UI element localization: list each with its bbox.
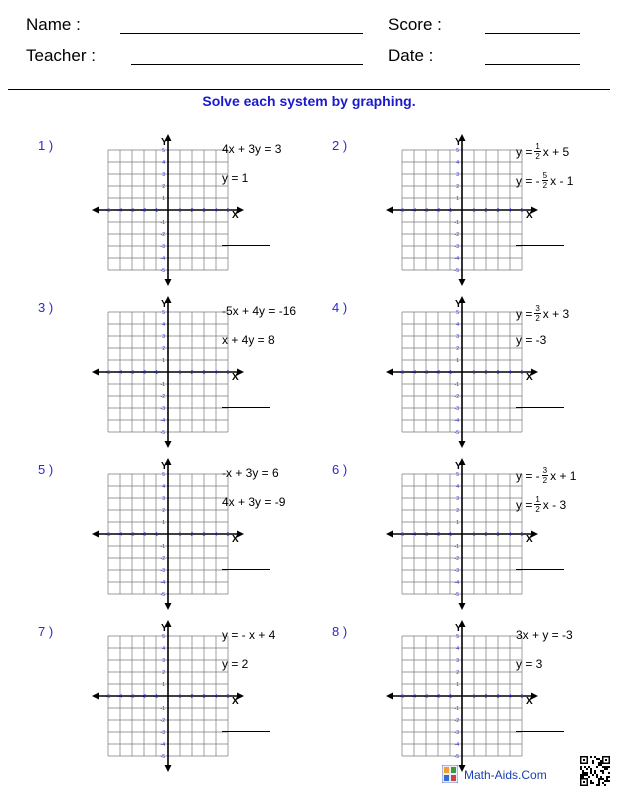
y-tick-label: -3 [160, 730, 165, 736]
fraction-denominator: 2 [535, 314, 540, 323]
x-tick-label: 5 [226, 694, 230, 700]
y-tick-label: -2 [160, 556, 165, 562]
x-axis-left-arrow [92, 207, 99, 214]
x-tick-label: 2 [484, 208, 488, 214]
y-tick-label: -3 [454, 730, 459, 736]
x-tick-label: -1 [447, 694, 453, 700]
equation-text: -5x + 4y = -16 [222, 304, 297, 318]
x-axis-left-arrow [386, 693, 393, 700]
x-axis-label: X [232, 210, 239, 221]
y-axis-label: Y [455, 137, 462, 148]
date-field-line[interactable] [485, 64, 580, 65]
fraction [542, 171, 548, 190]
y-tick-label: -5 [160, 754, 165, 760]
equation-1 [516, 466, 576, 485]
x-tick-label: -3 [129, 370, 135, 376]
x-tick-label: -1 [153, 208, 159, 214]
y-tick-label: -3 [454, 406, 459, 412]
y-tick-label: -1 [160, 544, 165, 550]
fraction-numerator: 3 [542, 466, 548, 475]
x-tick-label: 2 [484, 694, 488, 700]
y-tick-label: -4 [160, 418, 165, 424]
problem-4 [332, 299, 618, 466]
fraction-numerator: 3 [535, 304, 540, 313]
y-axis-bottom-arrow [459, 603, 466, 610]
answer-line[interactable] [516, 407, 564, 408]
problem-number: 4 ) [332, 300, 348, 315]
score-label: Score : [388, 15, 442, 34]
x-tick-label: 3 [496, 694, 500, 700]
y-tick-label: -3 [454, 568, 459, 574]
x-tick-label: -3 [423, 532, 429, 538]
x-tick-label: -1 [153, 694, 159, 700]
y-tick-label: -4 [454, 418, 459, 424]
y-tick-label: 3 [456, 172, 459, 178]
y-tick-label: -4 [160, 742, 165, 748]
fraction [534, 304, 540, 323]
y-axis-bottom-arrow [165, 279, 172, 286]
x-tick-label: 3 [202, 532, 206, 538]
x-tick-label: -3 [423, 694, 429, 700]
y-tick-label: -5 [160, 592, 165, 598]
x-axis-left-arrow [386, 531, 393, 538]
x-axis-label: X [526, 696, 533, 707]
x-tick-label: 5 [226, 370, 230, 376]
equation-text: y = 3 [516, 657, 543, 671]
x-tick-label: 5 [520, 532, 524, 538]
x-tick-label: 2 [190, 208, 194, 214]
y-tick-label: 1 [456, 682, 459, 688]
problem-number: 5 ) [38, 462, 54, 477]
x-tick-label: -2 [141, 208, 147, 214]
x-tick-label: -2 [435, 370, 441, 376]
teacher-field-line[interactable] [131, 64, 363, 65]
answer-line[interactable] [222, 569, 270, 570]
y-tick-label: 4 [456, 160, 459, 166]
x-tick-label: -2 [141, 694, 147, 700]
equation-text: x + 3 [542, 306, 570, 321]
y-tick-label: 3 [162, 172, 165, 178]
x-tick-label: -3 [129, 694, 135, 700]
x-axis-left-arrow [92, 531, 99, 538]
x-axis-left-arrow [92, 369, 99, 376]
x-tick-label: 3 [496, 532, 500, 538]
y-axis-label: Y [161, 461, 168, 472]
score-field-line[interactable] [485, 33, 580, 34]
answer-line[interactable] [222, 407, 270, 408]
problem-number: 2 ) [332, 138, 348, 153]
y-tick-label: -5 [454, 430, 459, 436]
x-tick-label: -4 [411, 208, 417, 214]
x-tick-label: -5 [399, 532, 405, 538]
x-tick-label: 3 [202, 370, 206, 376]
y-tick-label: 4 [456, 646, 459, 652]
equation-text: y = - [516, 173, 540, 188]
x-tick-label: -3 [129, 532, 135, 538]
y-tick-label: 3 [456, 658, 459, 664]
x-tick-label: 4 [214, 370, 218, 376]
x-axis-label: X [526, 534, 533, 545]
x-tick-label: -3 [129, 208, 135, 214]
problem-5 [38, 461, 338, 628]
y-tick-label: -2 [160, 718, 165, 724]
x-tick-label: 4 [214, 532, 218, 538]
x-axis-left-arrow [386, 369, 393, 376]
fraction [542, 466, 548, 485]
y-tick-label: -3 [454, 244, 459, 250]
y-axis-bottom-arrow [165, 765, 172, 772]
x-tick-label: 5 [226, 208, 230, 214]
y-tick-label: 5 [456, 634, 459, 640]
y-tick-label: 5 [162, 634, 165, 640]
x-axis-left-arrow [386, 207, 393, 214]
x-tick-label: -4 [411, 370, 417, 376]
x-axis-label: X [232, 372, 239, 383]
fraction-denominator: 2 [535, 152, 540, 161]
y-tick-label: 4 [162, 160, 165, 166]
equation-text: y = -3 [516, 333, 547, 347]
x-tick-label: 1 [472, 694, 476, 700]
x-tick-label: -2 [141, 532, 147, 538]
x-tick-label: 4 [508, 208, 512, 214]
x-tick-label: -2 [435, 208, 441, 214]
equation-text: x - 3 [542, 497, 567, 512]
x-tick-label: -5 [399, 694, 405, 700]
equation-text: x + 4y = 8 [222, 333, 275, 347]
x-tick-label: 1 [472, 370, 476, 376]
y-axis-label: Y [161, 299, 168, 310]
date-label: Date : [388, 46, 434, 65]
header-divider [8, 89, 610, 90]
worksheet-title: Solve each system by graphing. [202, 93, 416, 109]
y-tick-label: -2 [454, 556, 459, 562]
equation-2 [222, 171, 248, 185]
y-tick-label: 2 [456, 508, 459, 514]
y-tick-label: -4 [454, 256, 459, 262]
x-tick-label: 2 [484, 370, 488, 376]
y-tick-label: -5 [454, 592, 459, 598]
x-tick-label: 1 [178, 208, 182, 214]
x-tick-label: -3 [423, 208, 429, 214]
x-axis-left-arrow [92, 693, 99, 700]
x-tick-label: -4 [411, 532, 417, 538]
x-tick-label: -2 [435, 694, 441, 700]
y-tick-label: -1 [160, 382, 165, 388]
fraction-denominator: 2 [535, 505, 540, 514]
y-axis-bottom-arrow [459, 441, 466, 448]
y-tick-label: 4 [456, 484, 459, 490]
x-tick-label: 3 [202, 208, 206, 214]
x-tick-label: -4 [411, 694, 417, 700]
y-tick-label: 2 [162, 670, 165, 676]
fraction-numerator: 5 [542, 171, 548, 180]
x-tick-label: 5 [226, 532, 230, 538]
y-tick-label: -1 [454, 706, 459, 712]
y-axis-label: Y [455, 299, 462, 310]
site-link[interactable]: Math-Aids.Com [464, 768, 547, 782]
y-tick-label: 1 [456, 196, 459, 202]
equation-1 [222, 304, 296, 318]
equation-text: y = [516, 306, 533, 321]
x-tick-label: 4 [508, 370, 512, 376]
y-tick-label: -3 [160, 244, 165, 250]
equation-text: y = [516, 144, 533, 159]
x-tick-label: -4 [117, 694, 123, 700]
y-tick-label: -2 [160, 232, 165, 238]
x-tick-label: 3 [496, 370, 500, 376]
y-tick-label: -3 [160, 406, 165, 412]
x-axis-label: X [232, 534, 239, 545]
x-tick-label: 2 [484, 532, 488, 538]
y-tick-label: -1 [454, 382, 459, 388]
equation-2 [222, 657, 248, 671]
y-tick-label: -5 [454, 268, 459, 274]
x-tick-label: 4 [508, 532, 512, 538]
x-tick-label: -1 [447, 208, 453, 214]
x-tick-label: -1 [153, 532, 159, 538]
x-tick-label: -1 [447, 532, 453, 538]
equation-text: -x + 3y = 6 [222, 466, 279, 480]
y-axis-bottom-arrow [459, 279, 466, 286]
x-tick-label: 2 [190, 694, 194, 700]
x-tick-label: -5 [105, 694, 111, 700]
equation-1 [516, 142, 569, 161]
problem-number: 1 ) [38, 138, 54, 153]
y-tick-label: -5 [454, 754, 459, 760]
answer-line[interactable] [516, 731, 564, 732]
y-axis-label: Y [161, 137, 168, 148]
problem-1 [38, 137, 338, 304]
answer-line[interactable] [516, 245, 564, 246]
equation-1 [222, 466, 279, 480]
x-tick-label: -5 [105, 208, 111, 214]
x-tick-label: -5 [105, 532, 111, 538]
y-tick-label: 5 [162, 148, 165, 154]
y-tick-label: -1 [454, 544, 459, 550]
y-tick-label: 4 [162, 646, 165, 652]
answer-line[interactable] [222, 245, 270, 246]
problem-number: 3 ) [38, 300, 54, 315]
equation-text: x + 5 [542, 144, 570, 159]
y-tick-label: 2 [162, 184, 165, 190]
answer-line[interactable] [516, 569, 564, 570]
x-tick-label: 1 [178, 532, 182, 538]
y-tick-label: -2 [454, 718, 459, 724]
y-tick-label: 2 [456, 184, 459, 190]
x-tick-label: -5 [399, 370, 405, 376]
problem-8 [332, 623, 618, 790]
x-tick-label: 3 [496, 208, 500, 214]
equation-2 [516, 333, 546, 347]
y-tick-label: -3 [160, 568, 165, 574]
problem-7 [38, 623, 338, 790]
y-tick-label: -1 [160, 220, 165, 226]
answer-line[interactable] [222, 731, 270, 732]
y-tick-label: 3 [162, 496, 165, 502]
y-tick-label: 3 [162, 334, 165, 340]
equation-text: y = - [516, 468, 540, 483]
x-tick-label: -3 [423, 370, 429, 376]
y-tick-label: 5 [456, 472, 459, 478]
x-tick-label: 3 [202, 694, 206, 700]
y-tick-label: 3 [456, 496, 459, 502]
equation-text: 4x + 3y = 3 [222, 142, 282, 156]
equation-2 [222, 333, 275, 347]
y-tick-label: 4 [162, 484, 165, 490]
x-tick-label: 1 [178, 370, 182, 376]
x-tick-label: 4 [214, 694, 218, 700]
y-tick-label: -1 [454, 220, 459, 226]
y-tick-label: -1 [160, 706, 165, 712]
x-tick-label: -4 [117, 532, 123, 538]
y-tick-label: 4 [456, 322, 459, 328]
y-tick-label: -2 [160, 394, 165, 400]
y-tick-label: 4 [162, 322, 165, 328]
x-tick-label: -2 [435, 532, 441, 538]
fraction-denominator: 2 [542, 181, 548, 190]
x-tick-label: -2 [141, 370, 147, 376]
problem-3 [38, 299, 338, 466]
problem-2 [332, 137, 618, 304]
y-tick-label: 5 [162, 310, 165, 316]
y-tick-label: 1 [162, 520, 165, 526]
y-tick-label: 5 [162, 472, 165, 478]
y-axis-bottom-arrow [165, 603, 172, 610]
equation-2 [516, 657, 542, 671]
teacher-label: Teacher : [26, 46, 96, 65]
y-tick-label: 1 [162, 358, 165, 364]
y-tick-label: -2 [454, 232, 459, 238]
fraction [534, 495, 540, 514]
y-tick-label: 5 [456, 310, 459, 316]
equation-2 [516, 495, 566, 514]
x-tick-label: -5 [105, 370, 111, 376]
equation-text: x - 1 [550, 173, 574, 188]
x-tick-label: 1 [472, 532, 476, 538]
equation-1 [222, 142, 281, 156]
problem-number: 6 ) [332, 462, 348, 477]
x-tick-label: 5 [520, 694, 524, 700]
name-label: Name : [26, 15, 81, 34]
equation-1 [516, 304, 569, 323]
x-tick-label: 4 [214, 208, 218, 214]
y-tick-label: 3 [456, 334, 459, 340]
y-axis-label: Y [161, 623, 168, 634]
x-tick-label: -4 [117, 370, 123, 376]
problem-6 [332, 461, 618, 628]
y-tick-label: 1 [456, 520, 459, 526]
x-tick-label: -1 [447, 370, 453, 376]
y-tick-label: -5 [160, 430, 165, 436]
problem-number: 7 ) [38, 624, 54, 639]
y-tick-label: -4 [160, 580, 165, 586]
y-tick-label: 1 [162, 682, 165, 688]
equation-text: x + 1 [550, 468, 577, 483]
equation-2 [516, 171, 573, 190]
y-tick-label: -4 [160, 256, 165, 262]
x-tick-label: -1 [153, 370, 159, 376]
x-tick-label: 5 [520, 370, 524, 376]
y-tick-label: -4 [454, 742, 459, 748]
equation-text: y = [516, 497, 533, 512]
y-axis-bottom-arrow [165, 441, 172, 448]
math-aids-logo-icon [442, 765, 458, 783]
x-tick-label: 1 [178, 694, 182, 700]
x-tick-label: 2 [190, 370, 194, 376]
equation-text: y = 2 [222, 657, 249, 671]
equation-1 [222, 628, 275, 642]
fraction-numerator: 1 [535, 495, 540, 504]
x-tick-label: -5 [399, 208, 405, 214]
y-tick-label: 1 [456, 358, 459, 364]
problem-number: 8 ) [332, 624, 348, 639]
y-tick-label: 2 [162, 508, 165, 514]
y-tick-label: -4 [454, 580, 459, 586]
equation-1 [516, 628, 573, 642]
x-tick-label: 1 [472, 208, 476, 214]
equation-text: y = - x + 4 [222, 628, 276, 642]
equation-2 [222, 495, 285, 509]
name-field-line[interactable] [120, 33, 363, 34]
x-axis-label: X [526, 372, 533, 383]
qr-code-icon [580, 756, 610, 786]
y-axis-label: Y [455, 461, 462, 472]
x-tick-label: 4 [508, 694, 512, 700]
equation-text: 4x + 3y = -9 [222, 495, 286, 509]
y-tick-label: 2 [456, 670, 459, 676]
equation-text: y = 1 [222, 171, 249, 185]
y-tick-label: 2 [456, 346, 459, 352]
x-tick-label: -4 [117, 208, 123, 214]
y-tick-label: -2 [454, 394, 459, 400]
x-tick-label: 2 [190, 532, 194, 538]
fraction-numerator: 1 [535, 142, 540, 151]
fraction-denominator: 2 [542, 476, 548, 485]
y-tick-label: -5 [160, 268, 165, 274]
y-tick-label: 2 [162, 346, 165, 352]
y-tick-label: 1 [162, 196, 165, 202]
x-axis-label: X [232, 696, 239, 707]
equation-text: 3x + y = -3 [516, 628, 573, 642]
x-tick-label: 5 [520, 208, 524, 214]
fraction [534, 142, 540, 161]
y-tick-label: 5 [456, 148, 459, 154]
y-tick-label: 3 [162, 658, 165, 664]
x-axis-label: X [526, 210, 533, 221]
y-axis-label: Y [455, 623, 462, 634]
